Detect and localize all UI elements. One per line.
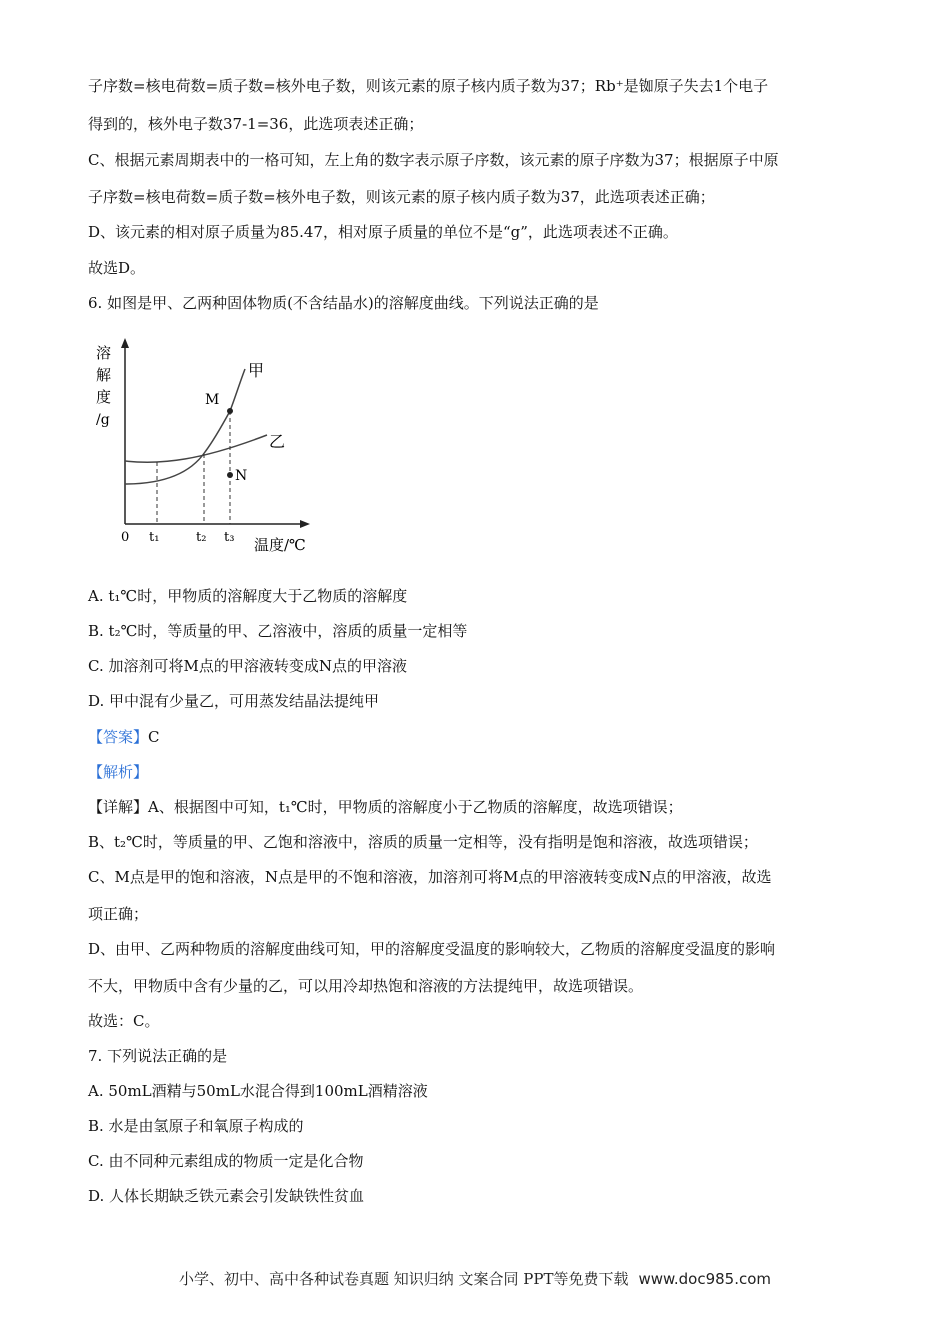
answer-value: C	[148, 728, 160, 746]
explanation-line: C、M点是甲的饱和溶液，N点是甲的不饱和溶液，加溶剂可将M点的甲溶液转变成N点的甲溶液，故选	[88, 868, 772, 886]
x-axis-arrow	[300, 520, 310, 528]
curve-yi	[125, 435, 267, 462]
tick-t2: t₂	[196, 530, 207, 545]
ylabel-char: 解	[96, 366, 112, 384]
explanation-conclusion: 故选：C。	[88, 1012, 160, 1030]
curve-jia	[125, 369, 248, 484]
q7-option-c: C. 由不同种元素组成的物质一定是化合物	[88, 1152, 364, 1170]
explanation-line: 不大，甲物质中含有少量的乙，可以用冷却热饱和溶液的方法提纯甲，故选项错误。	[88, 977, 644, 995]
label-yi: 乙	[269, 432, 286, 451]
option-d: D. 甲中混有少量乙，可用蒸发结晶法提纯甲	[88, 692, 380, 710]
text-line: 子序数=核电荷数=质子数=核外电子数，则该元素的原子核内质子数为37；Rb⁺是铷原子失去1个电子	[88, 77, 769, 95]
explanation-a: A、根据图中可知，t₁℃时，甲物质的溶解度小于乙物质的溶解度，故选项错误；	[148, 798, 683, 816]
text-line: D、该元素的相对原子质量为85.47，相对原子质量的单位不是“g”，此选项表述不正确。	[88, 223, 678, 241]
ylabel-char: 溶	[96, 344, 112, 362]
text-line: 故选D。	[88, 259, 146, 277]
text-line: C、根据元素周期表中的一格可知，左上角的数字表示原子序数，该元素的原子序数为37；根据原子中原	[88, 151, 779, 169]
point-n	[227, 472, 233, 478]
label-n: N	[235, 468, 248, 484]
answer-line	[88, 727, 160, 747]
footer-text: 小学、初中、高中各种试卷真题 知识归纳 文案合同 PPT等免费下载	[178, 1270, 629, 1288]
option-b: B. t₂℃时，等质量的甲、乙溶液中，溶质的质量一定相等	[88, 622, 468, 640]
option-c: C. 加溶剂可将M点的甲溶液转变成N点的甲溶液	[88, 657, 407, 675]
q7-option-a: A. 50mL酒精与50mL水混合得到100mL酒精溶液	[88, 1082, 428, 1100]
answer-label: 【答案】	[88, 728, 149, 746]
question-6-stem: 6. 如图是甲、乙两种固体物质(不含结晶水)的溶解度曲线。下列说法正确的是	[88, 294, 599, 312]
label-m: M	[205, 392, 220, 408]
text-line: 得到的，核外电子数37-1=36，此选项表述正确；	[88, 115, 424, 133]
xlabel: 温度/℃	[254, 536, 306, 554]
explanation-line-a	[88, 797, 683, 817]
text-line: 子序数=核电荷数=质子数=核外电子数，则该元素的原子核内质子数为37，此选项表述正确；	[88, 188, 715, 206]
ylabel-char: 度	[96, 388, 112, 406]
q7-option-d: D. 人体长期缺乏铁元素会引发缺铁性贫血	[88, 1187, 365, 1205]
solubility-chart	[92, 334, 322, 560]
label-jia: 甲	[248, 361, 265, 380]
tick-t3: t₃	[224, 530, 235, 545]
footer-url[interactable]: www.doc985.com	[638, 1270, 772, 1288]
explanation-line: D、由甲、乙两种物质的溶解度曲线可知，甲的溶解度受温度的影响较大，乙物质的溶解度受温度的影响	[88, 940, 776, 958]
question-7-stem: 7. 下列说法正确的是	[88, 1047, 228, 1065]
explanation-line: B、t₂℃时，等质量的甲、乙饱和溶液中，溶质的质量一定相等，没有指明是饱和溶液，故选项错误；	[88, 833, 758, 851]
analysis-label-line	[88, 762, 148, 782]
option-a: A. t₁℃时，甲物质的溶解度大于乙物质的溶解度	[88, 587, 408, 605]
analysis-label: 【解析】	[88, 763, 149, 781]
tick-t1: t₁	[149, 530, 160, 545]
y-axis-arrow	[121, 338, 129, 348]
point-m	[227, 408, 233, 414]
footer	[0, 1268, 950, 1289]
q7-option-b: B. 水是由氢原子和氧原子构成的	[88, 1117, 304, 1135]
tick-origin: 0	[121, 530, 130, 545]
detail-label: 【详解】	[88, 798, 149, 816]
ylabel-unit: /g	[96, 412, 110, 428]
explanation-line: 项正确；	[88, 905, 149, 923]
